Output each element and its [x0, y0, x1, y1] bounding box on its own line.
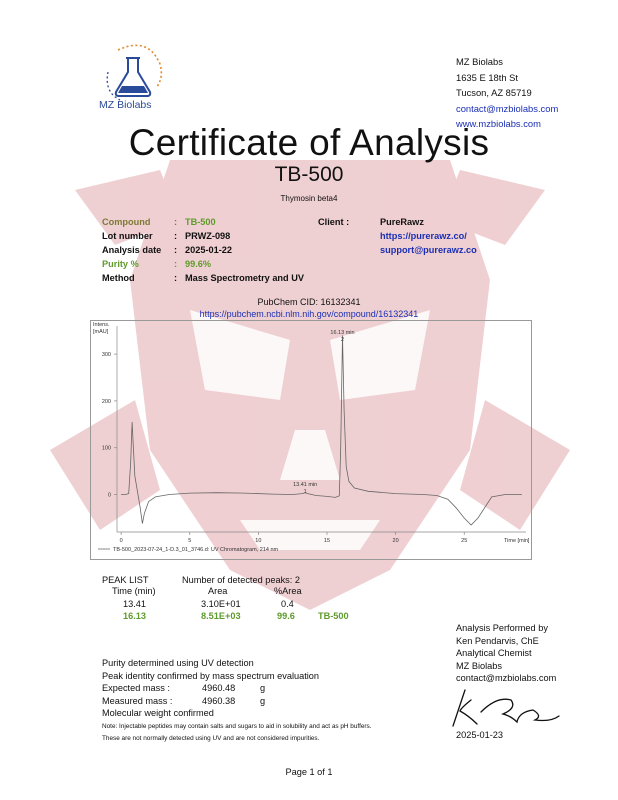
- colon: :: [174, 259, 178, 269]
- purity-value: 99.6%: [185, 259, 212, 269]
- measured-mass-row: [102, 695, 372, 708]
- analyst-name: Ken Pendarvis, ChE: [456, 635, 539, 646]
- note-uv: Purity determined using UV detection: [102, 658, 254, 668]
- peak-row-2-name: TB-500: [318, 611, 349, 621]
- expected-mass-unit: g: [260, 683, 266, 694]
- peak-label-number-2: 1: [303, 489, 307, 496]
- analyst-line-1: Analysis Performed by: [456, 623, 548, 633]
- y-tick-label: 0: [107, 492, 111, 499]
- col-pct: %Area: [274, 586, 302, 596]
- analyst-block: [456, 622, 556, 685]
- expected-mass-row: [102, 682, 372, 695]
- client-url-link[interactable]: https://purerawz.co/: [380, 231, 467, 241]
- analyst-email: contact@mzbiolabs.com: [456, 673, 557, 683]
- pubchem-block: [0, 296, 618, 320]
- note-not-detected: These are not normally detected using UV and are not considered impurities.: [102, 734, 320, 742]
- note-injectable: Note: Injectable peptides may contain salts and sugars to aid in solubility and act as pH buffers.: [102, 722, 372, 730]
- peak-row-2-time: 16.13: [123, 611, 146, 621]
- product-name: TB-500: [274, 163, 344, 186]
- peak-row-1-time: 13.41: [123, 599, 146, 609]
- note-mw-confirmed: Molecular weight confirmed: [102, 708, 214, 719]
- signature-date: 2025-01-23: [456, 730, 503, 740]
- peak-row-2-area: 8.51E+03: [201, 611, 241, 621]
- method-label: Method: [102, 273, 135, 283]
- page-number: Page 1 of 1: [285, 767, 333, 777]
- expected-mass-label: Expected mass :: [102, 683, 170, 694]
- legend-label: TB-500_2023-07-24_1-D.3_01_3746.d: UV Chromatogram, 214 nm: [113, 547, 279, 553]
- peak-row-1-pct: 0.4: [281, 599, 294, 609]
- lot-label: Lot number: [102, 231, 153, 241]
- company-email-link[interactable]: contact@mzbiolabs.com: [456, 102, 559, 114]
- note-mass-spec: Peak identity confirmed by mass spectrum evaluation: [102, 670, 320, 681]
- peak-row-2-pct: 99.6: [277, 611, 295, 621]
- lot-value: PRWZ-098: [185, 231, 231, 241]
- uv-chromatogram-chart: [90, 320, 532, 560]
- colon: :: [174, 217, 178, 227]
- y-tick-label: 300: [101, 352, 111, 359]
- analyst-company: MZ Biolabs: [456, 660, 502, 671]
- col-time: Time (min): [112, 586, 156, 596]
- x-axis-label: Time [min]: [504, 538, 530, 544]
- purity-label: Purity %: [102, 259, 139, 269]
- expected-mass-value: 4960.48: [202, 683, 236, 694]
- peak-label-time-2: 13.41 min: [293, 482, 318, 489]
- colon: :: [174, 231, 178, 241]
- pubchem-link[interactable]: https://pubchem.ncbi.nlm.nih.gov/compound/16132341: [199, 309, 419, 319]
- company-address: [456, 54, 558, 132]
- client-label: Client :: [318, 217, 350, 227]
- company-website-link[interactable]: www.mzbiolabs.com: [456, 118, 541, 129]
- date-value: 2025-01-22: [185, 245, 232, 255]
- y-axis-label-2: [mAU]: [93, 329, 109, 335]
- measured-mass-unit: g: [260, 695, 266, 706]
- x-tick-label: 25: [461, 538, 468, 544]
- company-name: MZ Biolabs: [456, 56, 503, 67]
- company-street: 1635 E 18th St: [456, 71, 519, 83]
- company-city: Tucson, AZ 85719: [456, 87, 532, 98]
- pubchem-cid: PubChem CID: 16132341: [257, 297, 361, 307]
- date-label: Analysis date: [102, 245, 162, 255]
- document-title: Certificate of Analysis: [128, 122, 490, 163]
- client-name: PureRawz: [380, 217, 424, 227]
- y-tick-label: 100: [101, 445, 111, 452]
- analyst-title: Analytical Chemist: [456, 648, 532, 658]
- y-axis-label-1: Intens.: [93, 322, 110, 328]
- analysis-notes: [102, 657, 372, 745]
- method-value: Mass Spectrometry and UV: [185, 273, 304, 283]
- colon: :: [174, 273, 178, 283]
- colon: :: [174, 245, 178, 255]
- peak-row-1-area: 3.10E+01: [201, 599, 241, 609]
- compound-label: Compound: [102, 217, 151, 227]
- product-subtitle: Thymosin beta4: [280, 194, 338, 203]
- measured-mass-label: Measured mass :: [102, 695, 173, 706]
- x-tick-label: 20: [392, 538, 399, 544]
- x-tick-label: 0: [119, 538, 123, 544]
- logo-text: MZ Biolabs: [99, 99, 152, 111]
- client-email-link[interactable]: support@purerawz.co: [380, 245, 477, 255]
- signature-icon: [451, 686, 561, 731]
- peak-label-number-1: 2: [340, 337, 345, 344]
- chart-frame: [91, 321, 532, 560]
- x-tick-label: 5: [188, 538, 192, 544]
- chromatogram-trace: [121, 335, 522, 525]
- compound-value: TB-500: [185, 217, 216, 227]
- peak-label-time-1: 16.13 min: [330, 330, 355, 337]
- measured-mass-value: 4960.38: [202, 695, 236, 706]
- y-tick-label: 200: [101, 398, 111, 405]
- peak-count: Number of detected peaks: 2: [182, 575, 300, 585]
- peak-list-header: PEAK LIST: [102, 575, 149, 585]
- x-tick-label: 10: [255, 538, 262, 544]
- col-area: Area: [208, 586, 228, 596]
- x-tick-label: 15: [323, 538, 331, 544]
